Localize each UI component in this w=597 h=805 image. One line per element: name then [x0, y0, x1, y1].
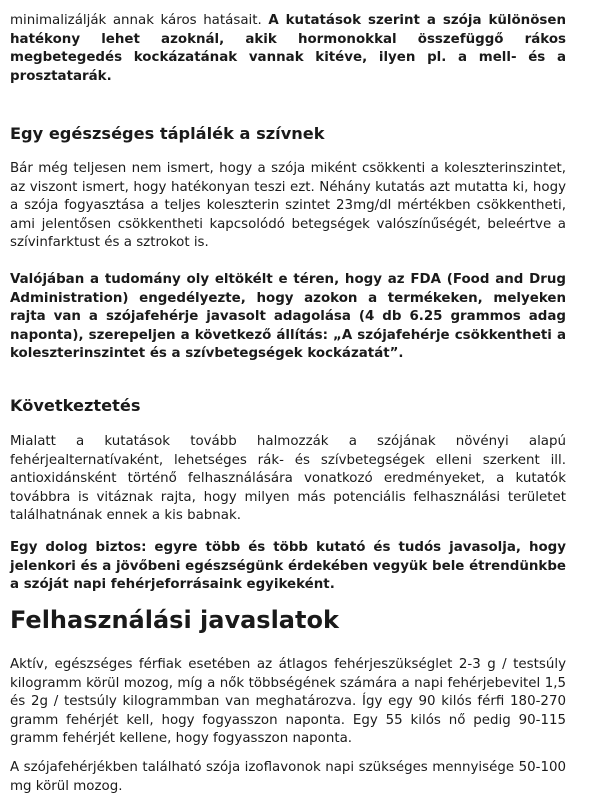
heart-bold-paragraph: Valójában a tudomány oly eltökélt e téren, hogy az FDA (Food and Drug Administration) engedélyezte, hogy azokon a termékeken, melyeken rajta van a szójafehérje javasolt adagolása (4 db 6.25 grammos adag naponta), szerepeljen a következő állítás: „A szójafehérje csökkentheti a koleszterinszintet és a szívbetegségek kockázatát”. [10, 272, 566, 362]
conclusion-paragraph: Mialatt a kutatások tovább halmozzák a szójának növényi alapú fehérjealternatívaként, lehetséges rák- és szívbetegségek elleni szerkent ill. antioxidánsként történő felhasználására vonatkozó eredményeket, a kutatók továbbra is vitáznak rajta, hogy milyen más potenciális felhasználási területet találhatnának ennek a kis babnak. [10, 434, 566, 524]
heart-heading: Egy egészséges táplálék a szívnek [10, 124, 325, 143]
heart-paragraph: Bár még teljesen nem ismert, hogy a szója miként csökkenti a koleszterinszintet, az viszont ismert, hogy hatékonyan teszi ezt. Néhány kutatás azt mutatta ki, hogy a szója fogyasztása a teljes koleszterin szintet 23mg/dl mértékben csökkentheti, ami jelentősen csökkentheti kapcsolódó betegségek valószínűségét, beleértve a szívinfarktust és a sztrokot is. [10, 161, 566, 251]
conclusion-heading: Következtetés [10, 396, 141, 415]
intro-bold-text: A kutatások szerint a szója különösen hatékony lehet azoknál, akik hormonokkal összefüggő rákos megbetegedés kockázatának vannak kitéve, ilyen pl. a mell- és a prosztatarák. [10, 13, 566, 84]
usage-heading: Felhasználási javaslatok [10, 606, 339, 634]
usage-paragraph-1: Aktív, egészséges férfiak esetében az átlagos fehérjeszükséglet 2-3 g / testsúly kilogramm körül mozog, míg a nők többségének számára a napi fehérjebevitel 1,5 és 2g / testsúly kilogrammban van meghatározva. Így egy 90 kilós férfi 180-270 gramm fehérjét kell, hogy fogyasszon naponta. Egy 55 kilós nő pedig 90-115 gramm fehérjét kellene, hogy fogyasszon naponta. [10, 657, 566, 747]
intro-plain-text: minimalizálják annak káros hatásait. [10, 13, 262, 28]
usage-paragraph-2: A szójafehérjékben található szója izoflavonok napi szükséges mennyisége 50-100 mg körül mozog. [10, 760, 566, 794]
conclusion-bold-paragraph: Egy dolog biztos: egyre több és több kutató és tudós javasolja, hogy jelenkori és a jövőbeni egészségünk érdekében vegyük bele étrendünkbe a szóját napi fehérjeforrásaink egyikeként. [10, 540, 566, 593]
intro-paragraph [10, 12, 566, 86]
